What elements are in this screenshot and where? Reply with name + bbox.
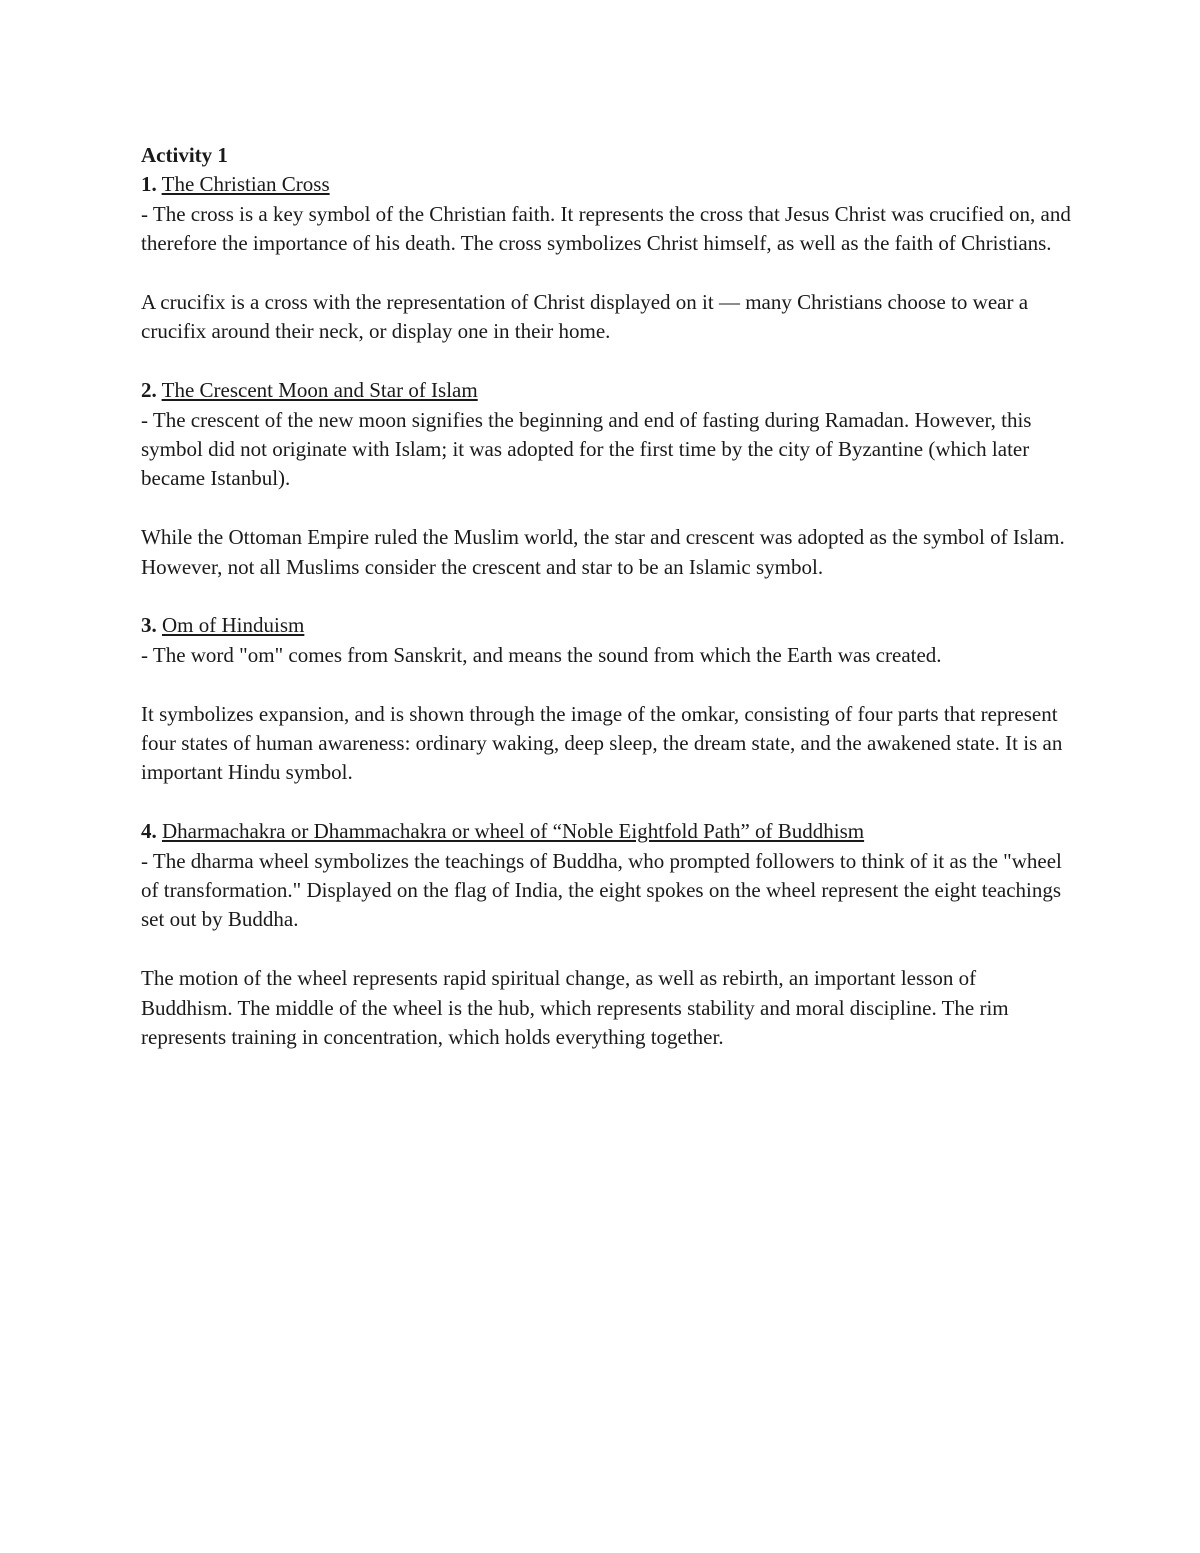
paragraph-spacer [141, 259, 1071, 288]
section-title: The Crescent Moon and Star of Islam [161, 378, 478, 403]
section-paragraph: The motion of the wheel represents rapid spiritual change, as well as rebirth, an important lesson of Buddhism. The middle of the wheel is the hub, which represents stability and moral discipline. The rim represents training in concentration, which holds everything together. [141, 966, 1009, 1050]
section-paragraph: It symbolizes expansion, and is shown through the image of the omkar, consisting of four parts that represent four states of human awareness: ordinary waking, deep sleep, the dream state, and the awakened state. It is an important Hindu symbol. [141, 701, 1063, 785]
section-title: The Christian Cross [161, 172, 330, 197]
section-number: 2. [141, 378, 157, 403]
section-paragraph: - The dharma wheel symbolizes the teachings of Buddha, who prompted followers to think of it as the "wheel of transformation." Displayed on the flag of India, the eight spokes on the wheel represent the eight teachings set out by Buddha. [141, 848, 1062, 932]
section-heading [141, 817, 1071, 846]
section-heading [141, 376, 1071, 405]
paragraph-spacer [141, 670, 1071, 699]
section-number: 1. [141, 172, 157, 197]
paragraph-spacer [141, 582, 1071, 611]
section-number: 4. [141, 819, 157, 844]
section-heading [141, 170, 1071, 199]
paragraph-spacer [141, 494, 1071, 523]
section-number: 3. [141, 613, 157, 638]
section-title: Dharmachakra or Dhammachakra or wheel of “Noble Eightfold Path” of Buddhism [162, 819, 865, 844]
section-title: Om of Hinduism [162, 613, 305, 638]
paragraph-spacer [141, 935, 1071, 964]
document-title: Activity 1 [141, 143, 228, 167]
section-paragraph: A crucifix is a cross with the representation of Christ displayed on it — many Christians choose to wear a crucifix around their neck, or display one in their home. [141, 290, 1029, 344]
paragraph-spacer [141, 347, 1071, 376]
document-page [141, 141, 1071, 1052]
paragraph-spacer [141, 788, 1071, 817]
section-paragraph: - The word "om" comes from Sanskrit, and means the sound from which the Earth was created. [141, 642, 942, 667]
section-paragraph: - The cross is a key symbol of the Christian faith. It represents the cross that Jesus Christ was crucified on, and therefore the importance of his death. The cross symbolizes Christ himself, as well as the faith of Christians. [141, 201, 1071, 256]
section-paragraph: - The crescent of the new moon signifies the beginning and end of fasting during Ramadan. However, this symbol did not originate with Islam; it was adopted for the first time by the city of Byzantine (which later became Istanbul). [141, 407, 1032, 491]
section-paragraph: While the Ottoman Empire ruled the Muslim world, the star and crescent was adopted as the symbol of Islam. However, not all Muslims consider the crescent and star to be an Islamic symbol. [141, 525, 1065, 579]
section-heading [141, 611, 1071, 640]
